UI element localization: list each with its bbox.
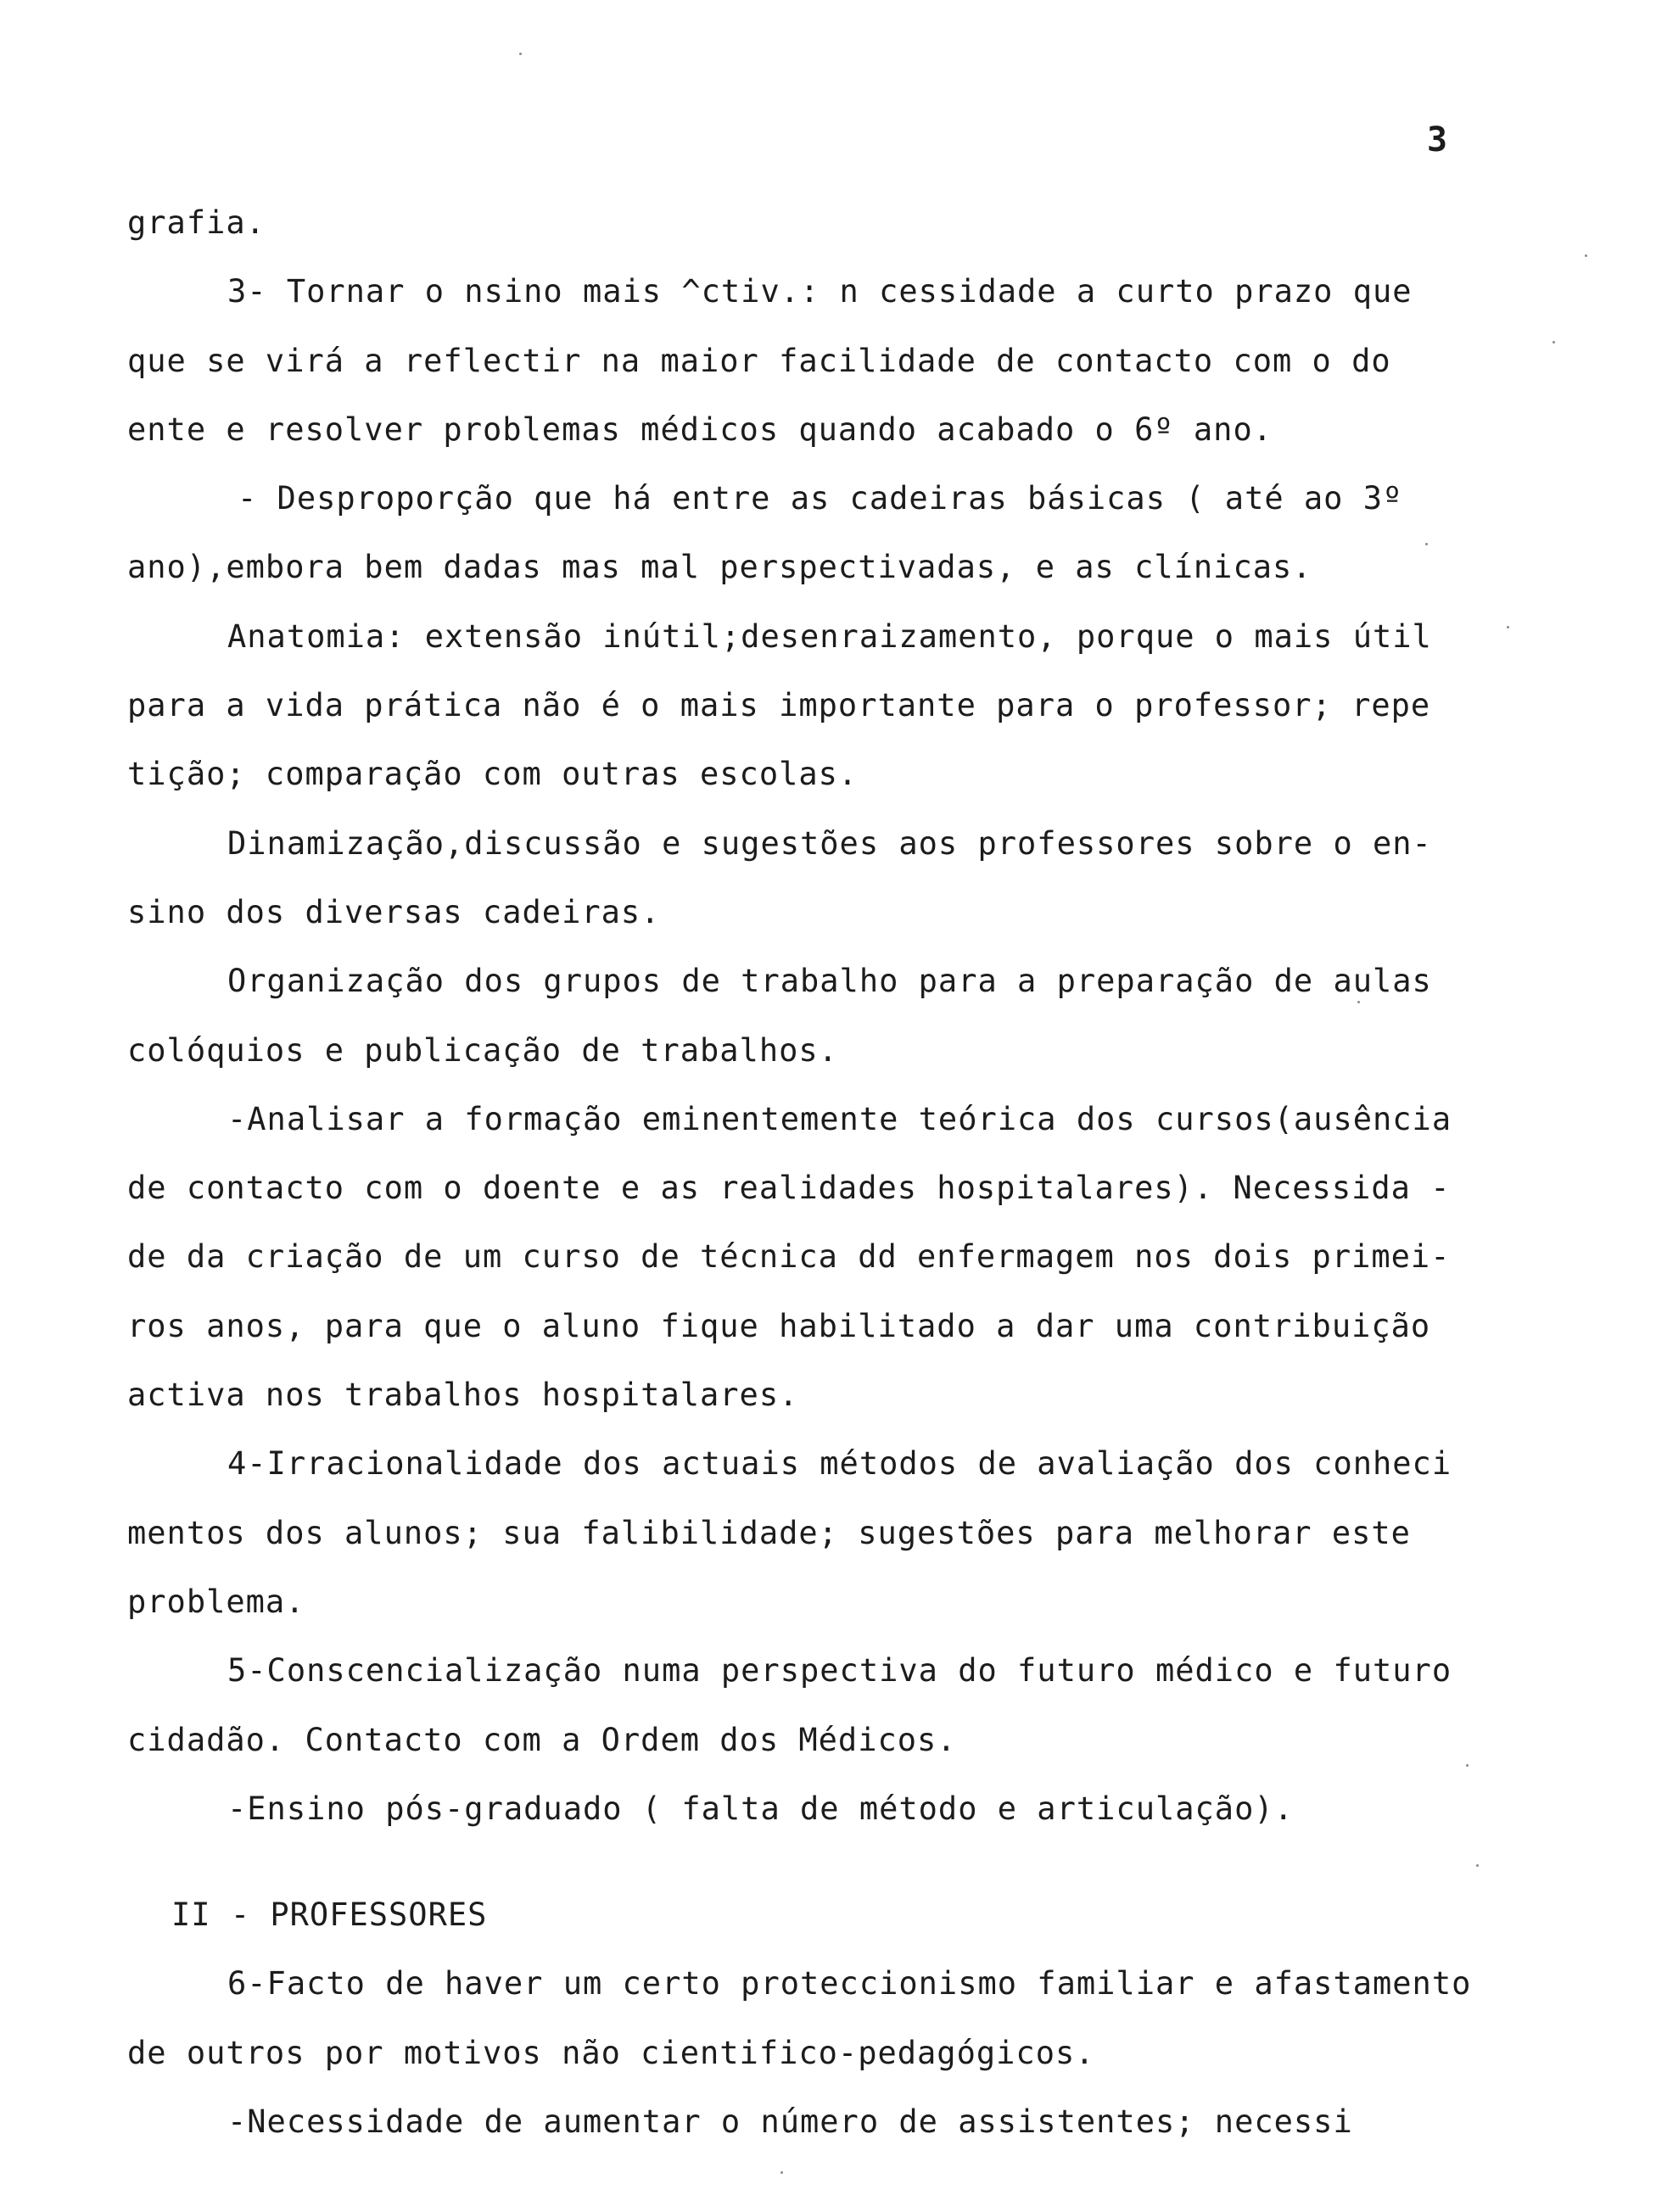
text-line: Organização dos grupos de trabalho para a preparação de aulas bbox=[227, 963, 1432, 1000]
section-heading: II - PROFESSORES bbox=[171, 1896, 488, 1934]
scan-speck bbox=[1552, 341, 1555, 344]
text-line: 6-Facto de haver um certo proteccionismo familiar e afastamento bbox=[227, 1965, 1472, 2003]
text-line: para a vida prática não é o mais importante para o professor; repe bbox=[127, 687, 1431, 724]
page-number: 3 bbox=[1427, 120, 1448, 159]
text-line: tição; comparação com outras escolas. bbox=[127, 756, 859, 793]
text-line: sino dos diversas cadeiras. bbox=[127, 893, 661, 930]
scan-speck bbox=[1476, 1864, 1479, 1867]
scan-speck bbox=[1507, 626, 1509, 628]
scan-speck bbox=[780, 2171, 783, 2174]
text-line: ros anos, para que o aluno fique habilitado a dar uma contribuição bbox=[127, 1307, 1431, 1344]
text-line: Anatomia: extensão inútil;desenraizamento, porque o mais útil bbox=[227, 617, 1432, 655]
text-line: 5-Conscencialização numa perspectiva do futuro médico e futuro bbox=[227, 1652, 1452, 1690]
text-line: mentos dos alunos; sua falibilidade; sugestões para melhorar este bbox=[127, 1514, 1411, 1551]
scan-speck bbox=[519, 53, 522, 55]
text-line: cidadão. Contacto com a Ordem dos Médicos. bbox=[127, 1721, 957, 1758]
text-line: ano),embora bem dadas mas mal perspectivadas, e as clínicas. bbox=[127, 549, 1312, 586]
text-line: -Ensino pós-graduado ( falta de método e articulação). bbox=[227, 1790, 1294, 1827]
text-line: activa nos trabalhos hospitalares. bbox=[127, 1377, 799, 1414]
text-line: de contacto com o doente e as realidades hospitalares). Necessida - bbox=[127, 1170, 1451, 1207]
text-line: problema. bbox=[127, 1583, 305, 1620]
section-gap bbox=[127, 1843, 1536, 1880]
scan-speck bbox=[1466, 1764, 1469, 1767]
text-line: - Desproporção que há entre as cadeiras básicas ( até ao 3º bbox=[238, 480, 1403, 517]
text-line: 3- Tornar o nsino mais ^ctiv.: n cessidade a curto prazo que bbox=[227, 273, 1413, 310]
text-line: de da criação de um curso de técnica dd enfermagem nos dois primei- bbox=[127, 1238, 1451, 1276]
text-line: de outros por motivos não cientifico-pedagógicos. bbox=[127, 2034, 1095, 2071]
scan-speck bbox=[1425, 543, 1428, 545]
text-line: 4-Irracionalidade dos actuais métodos de avaliação dos conheci bbox=[227, 1445, 1452, 1483]
text-line: ente e resolver problemas médicos quando acabado o 6º ano. bbox=[127, 411, 1273, 448]
document-body bbox=[127, 188, 1536, 2156]
text-line: que se virá a reflectir na maior facilidade de contacto com o do bbox=[127, 342, 1391, 379]
scan-speck bbox=[1585, 254, 1587, 257]
text-line: Dinamização,discussão e sugestões aos professores sobre o en- bbox=[227, 824, 1432, 862]
text-line: grafia. bbox=[127, 204, 266, 241]
text-line: -Necessidade de aumentar o número de assistentes; necessi bbox=[227, 2103, 1353, 2141]
scan-speck bbox=[1357, 1001, 1360, 1003]
text-line: -Analisar a formação eminentemente teórica dos cursos(ausência bbox=[227, 1100, 1452, 1137]
text-line: colóquios e publicação de trabalhos. bbox=[127, 1031, 838, 1069]
